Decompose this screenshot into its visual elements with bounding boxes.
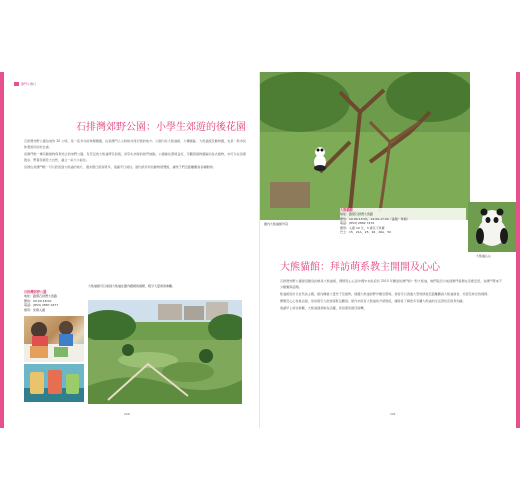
right-info-line: 電話：(853) 2882 7476 [340,221,375,226]
left-section-title: 石排灣郊野公園：小學生郊遊的後花園 [76,122,246,133]
panda-enclosure-photo [260,72,470,220]
right-info-line: 地址：路環石排灣大馬路 [340,212,374,217]
left-paragraph: 石排灣郊野公園佔地約 20 公頃，是一座多功能休閒樂園，也是澳門人小時候共同記憶的地方。公園內有大熊貓館、大樓園區、大熊貓館及動物園，也是一般市民休憩遊玩的好去處。 [24,139,246,149]
children-drawing-photo [24,316,84,362]
right-section-title: 大熊貓館：拜訪萌系教主開開及心心 [280,262,440,273]
header-logo-icon [14,82,19,86]
right-page-number: 121 [390,412,396,416]
left-info-line: 費用：免費入園 [24,307,46,312]
panda-closeup-photo [468,202,516,252]
left-info-line: 電話：(853) 2887 0277 [24,303,59,308]
right-paragraph: 建議早上前往參觀，大熊貓通常較為活躍，是拍照的最佳時機。 [280,306,367,310]
enclosure-caption: 園內大熊貓館外景 [264,222,289,226]
book-gutter [259,72,260,428]
panda-closeup-illustration [468,202,516,252]
right-paragraph: 開開及心心性格活潑，常常吸引大批遊客駐足觀賞。館內亦設有大熊貓的介紹展板，讓遊客了解更多有關大熊貓的生活習性及保育知識。 [280,299,466,303]
left-body-text [24,138,246,171]
jars-illustration [24,364,84,402]
jars-photo [24,364,84,402]
left-info-box [24,290,90,312]
running-header: 澳門小旅行 [14,82,36,86]
park-aerial-photo [88,300,242,404]
right-info-line: 巴士：15、21A、25、26、26A、50 [340,230,392,235]
panda-closeup-caption: 大熊貓心心 [476,254,492,258]
children-drawing-illustration [24,316,84,362]
right-body-text [280,278,502,312]
left-paragraph: 這裡也是澳門唯一可以欣賞到大熊貓的地方，週末假日遊客眾多，建議平日前往。園內設有特色動物展覽館，讓孩子們近距離觀察各種動物。 [24,165,216,169]
left-photo-caption: 大熊貓館可以看到大熊貓在園內嬉戲的模樣，吸引大量遊客參觀。 [88,284,176,288]
left-page [4,72,260,428]
park-aerial-illustration [88,300,242,404]
book-spread [0,72,520,428]
right-info-box [340,208,466,234]
right-page [260,72,516,428]
panda-enclosure-illustration [260,72,470,220]
left-info-title: 石排灣郊野公園 [24,290,47,294]
left-info-line: 地址：路環石排灣大馬路 [24,294,58,299]
right-paragraph: 石排灣郊野公園最受歡迎的就是大熊貓館，開開及心心是中國中央政府於 2010 年贈送給澳門的一對大熊貓，牠們從四川來到澳門後便在這裡安居，為澳門帶來不少歡樂與話題。 [280,279,502,289]
right-info-line: 開放：10:00-13:00，14:00-17:00（逢週一休館） [340,216,410,221]
right-info-line: 費用：入館 10 元，3 歲以下免費 [340,225,385,230]
left-info-line: 開放：09:00-18:00 [24,298,52,303]
right-info-title: 大熊貓館 [340,208,353,212]
left-page-number: 120 [124,412,130,416]
left-paragraph: 是澳門唯一擁有動植物保育結合的郊野公園，有充足的大熊貓研究設施，是學生郊遊的熱門地點。公園綠化環境良好，可觀賞植物園區的各式植物，亦可以在這裡散步、野餐及親近大自然，適合一家大小前往。 [24,152,246,162]
right-paragraph: 熊貓館設計以自然為主題，館內種植大量竹子及植物，模擬大熊貓的野外棲息環境。遊客可以透過大型玻璃窗近距離觀看大熊貓進食、玩耍及休息的模樣。 [280,292,491,296]
